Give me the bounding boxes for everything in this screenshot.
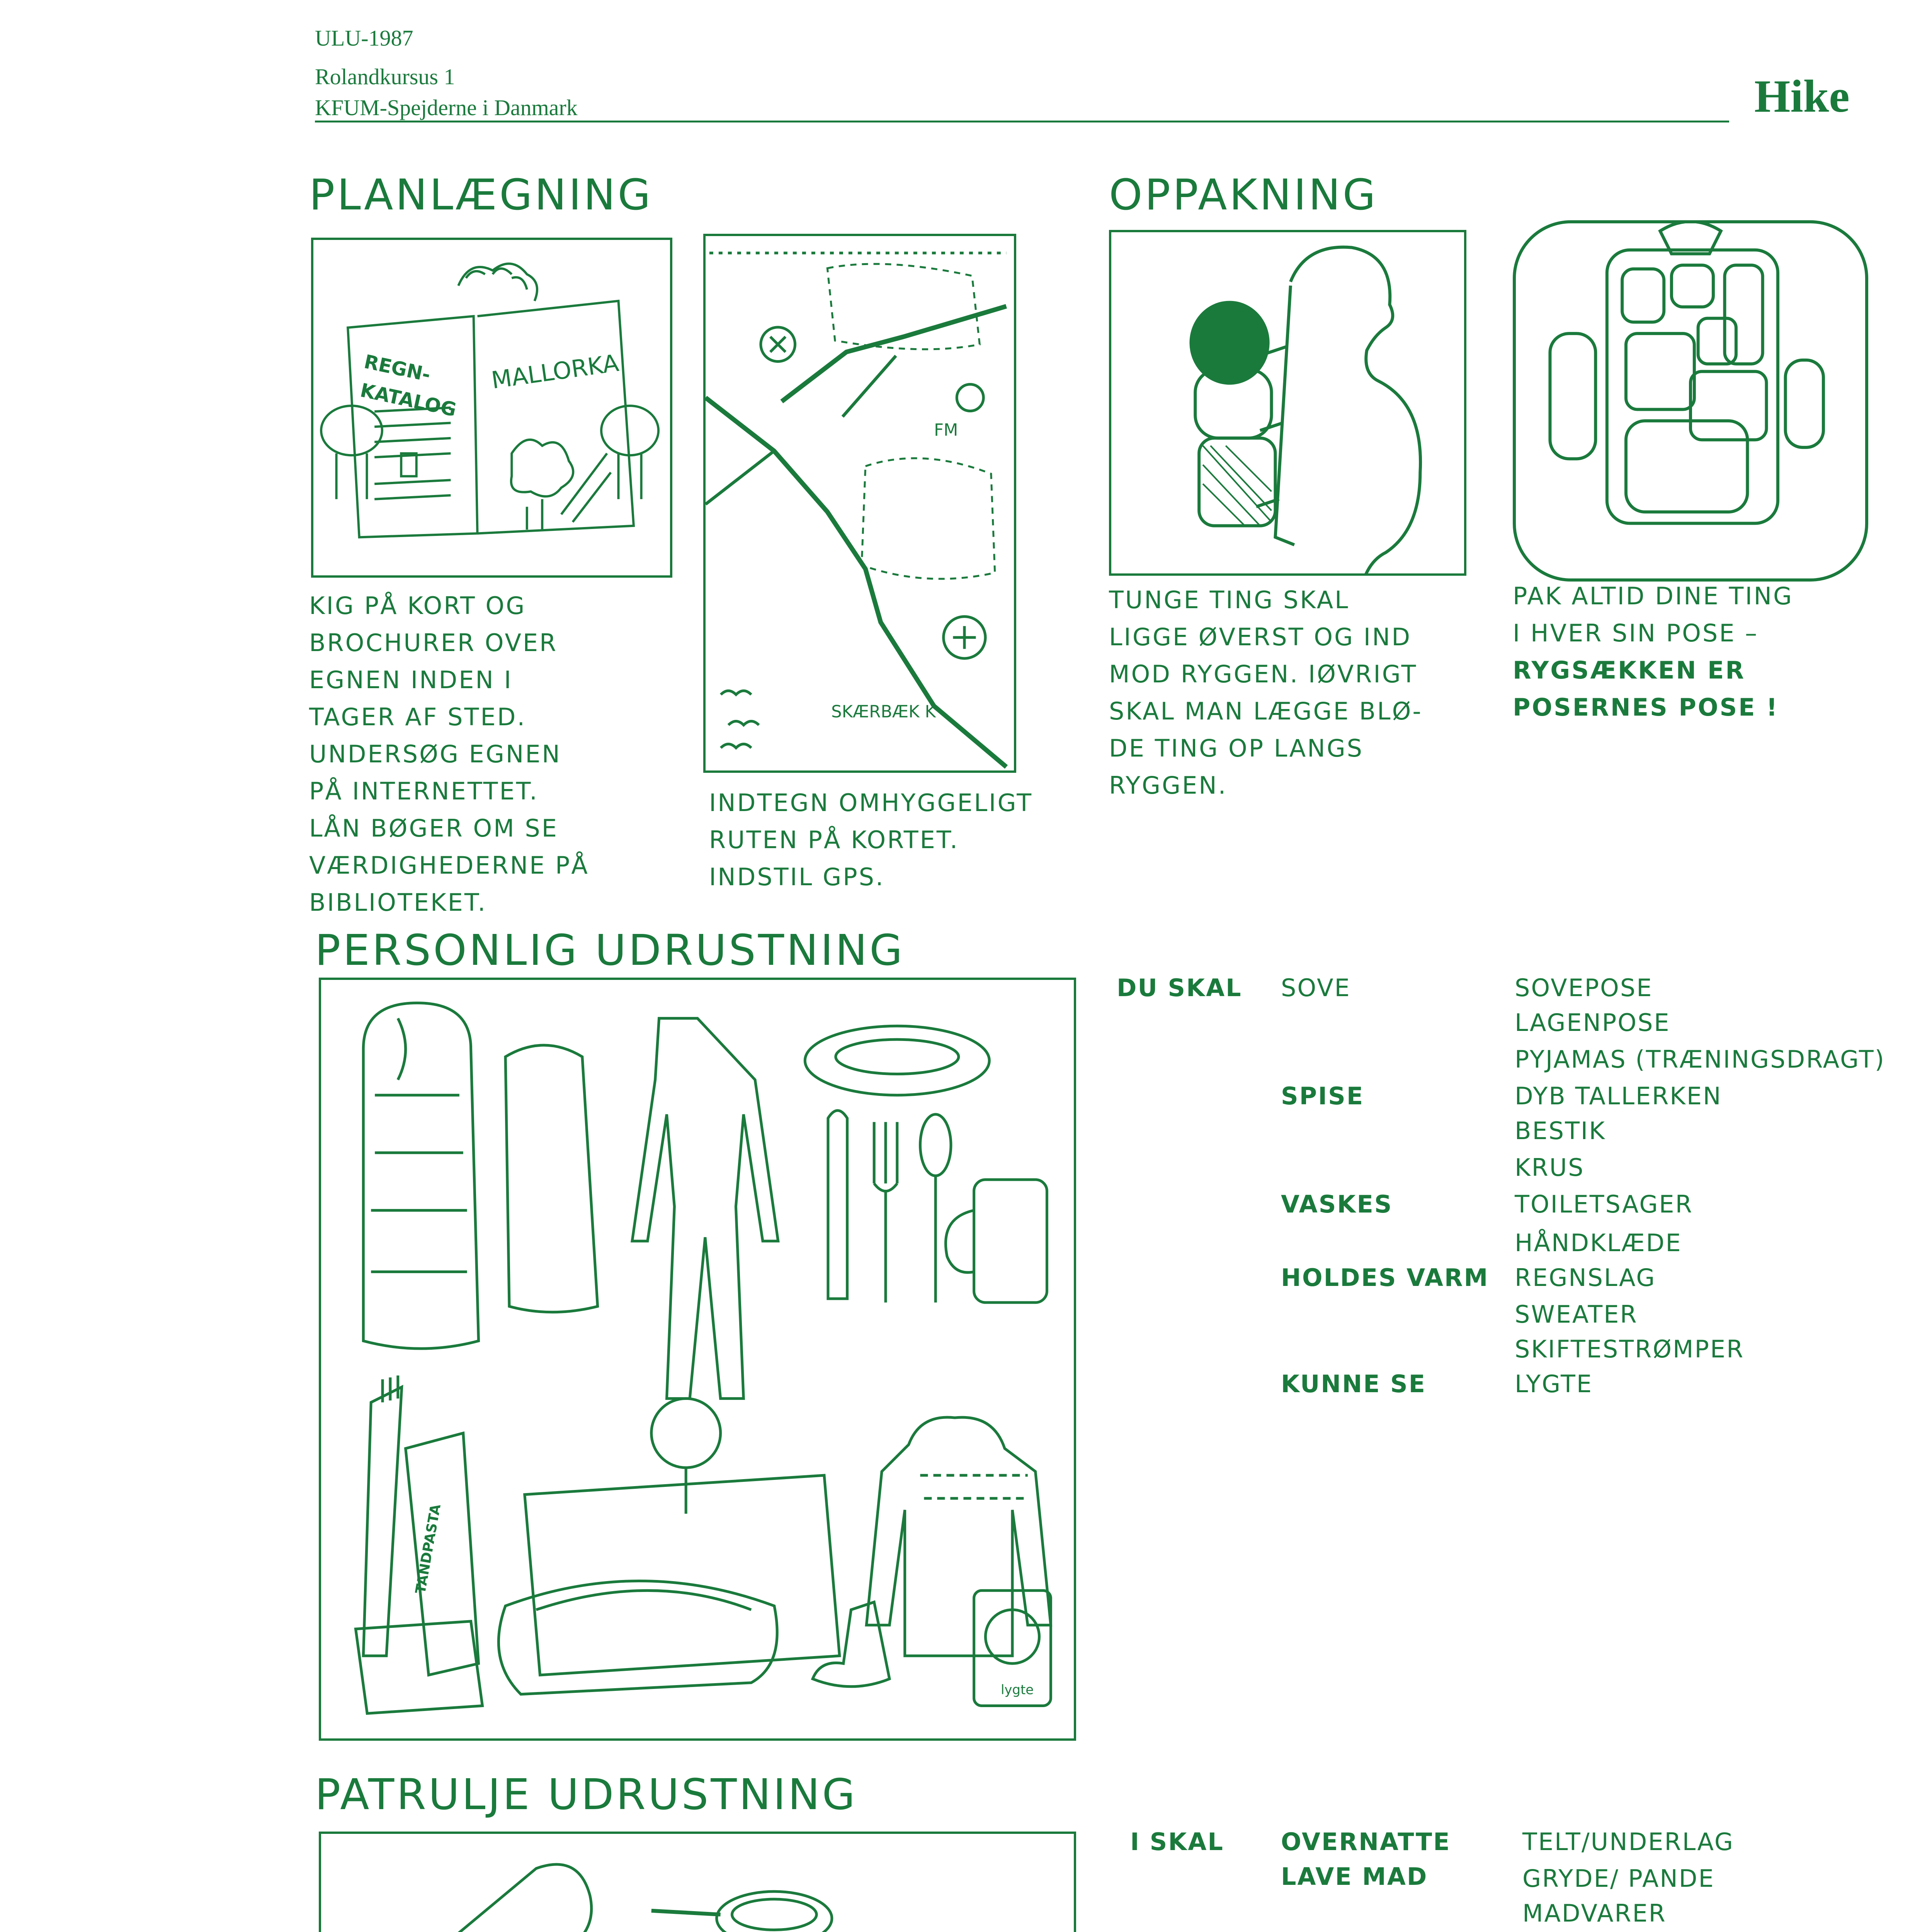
personlig-item: PYJAMAS (TRÆNINGSDRAGT): [1515, 1045, 1885, 1073]
personlig-equipment-drawing: [321, 980, 1074, 1738]
header-rule: [315, 121, 1729, 122]
caption-line: MOD RYGGEN. IØVRIGT: [1109, 660, 1418, 688]
personlig-item: KRUS: [1515, 1153, 1585, 1182]
patrulje-title: PATRULJE UDRUSTNING: [315, 1770, 857, 1819]
caption-line: INDTEGN OMHYGGELIGT: [709, 789, 1033, 817]
caption-line: LIGGE ØVERST OG IND: [1109, 623, 1412, 651]
personlig-equipment-panel: [319, 978, 1076, 1741]
caption-line: KIG PÅ KORT OG: [309, 592, 526, 620]
personlig-item: DYB TALLERKEN: [1515, 1082, 1722, 1110]
oppakning-title: OPPAKNING: [1109, 170, 1378, 219]
patrulje-verb-lave-mad: LAVE MAD: [1281, 1862, 1428, 1891]
caption-line: TUNGE TING SKAL: [1109, 586, 1350, 614]
personlig-item: LAGENPOSE: [1515, 1009, 1670, 1037]
backpack-profile-panel: [1109, 230, 1466, 576]
caption-line: VÆRDIGHEDERNE PÅ: [309, 851, 589, 879]
patrulje-equipment-panel: [319, 1832, 1076, 1932]
brochure-drawing: [313, 240, 670, 575]
caption-line-bold: RYGSÆKKEN ER: [1513, 656, 1746, 684]
brochure-panel: [311, 238, 672, 578]
planlaegning-caption-left: [309, 587, 589, 921]
brochure-mallorka-label: MALLORKA: [490, 349, 621, 395]
header-line-2: Rolandkursus 1: [315, 64, 455, 89]
planlaegning-caption-right: [709, 784, 1033, 896]
caption-line: EGNEN INDEN I: [309, 666, 513, 694]
personlig-verb-vaskes: VASKES: [1281, 1190, 1393, 1218]
personlig-item: HÅNDKLÆDE: [1515, 1229, 1682, 1257]
caption-line: BROCHURER OVER: [309, 629, 558, 657]
caption-line: DE TING OP LANGS: [1109, 734, 1364, 762]
personlig-verb-kunne-se: KUNNE SE: [1281, 1370, 1427, 1398]
caption-line: SKAL MAN LÆGGE BLØ-: [1109, 697, 1423, 725]
caption-line: RYGGEN.: [1109, 771, 1228, 799]
patrulje-verb-overnatte: OVERNATTE: [1281, 1828, 1451, 1856]
personlig-item: TOILETSAGER: [1515, 1190, 1693, 1218]
caption-line: INDSTIL GPS.: [709, 863, 885, 891]
heavy-item: [1189, 301, 1269, 385]
header-line-1: ULU-1987: [315, 26, 413, 51]
personlig-verb-sove: SOVE: [1281, 974, 1351, 1002]
caption-line: TAGER AF STED.: [309, 703, 527, 731]
caption-line: I HVER SIN POSE –: [1513, 619, 1759, 647]
backpack-interior-panel: [1513, 220, 1868, 582]
personlig-item: LYGTE: [1515, 1370, 1593, 1398]
map-fm-label: FM: [934, 420, 958, 440]
page-title: Hike: [1754, 70, 1850, 122]
caption-line: UNDERSØG EGNEN: [309, 740, 561, 768]
personlig-verb-spise: SPISE: [1281, 1082, 1364, 1110]
patrulje-equipment-drawing: [321, 1834, 1074, 1932]
personlig-lead: DU SKAL: [1117, 974, 1242, 1002]
map-panel: [703, 234, 1016, 773]
caption-line: LÅN BØGER OM SE: [309, 814, 558, 842]
caption-line: PÅ INTERNETTET.: [309, 777, 539, 805]
map-skaerbaek-label: SKÆRBÆK K: [831, 702, 936, 722]
personlig-item: SWEATER: [1515, 1300, 1638, 1328]
personlig-item: SKIFTESTRØMPER: [1515, 1335, 1745, 1363]
caption-line: PAK ALTID DINE TING: [1513, 582, 1794, 610]
oppakning-caption-right: [1513, 578, 1793, 726]
personlig-verb-holdes-varm: HOLDES VARM: [1281, 1264, 1489, 1292]
lamp-label: lygte: [1001, 1682, 1034, 1697]
caption-line-bold: POSERNES POSE !: [1513, 693, 1779, 721]
patrulje-item: MADVARER: [1522, 1899, 1667, 1927]
planlaegning-title: PLANLÆGNING: [309, 170, 653, 219]
personlig-title: PERSONLIG UDRUSTNING: [315, 925, 905, 975]
toothpaste-label: TANDPASTA: [412, 1503, 444, 1595]
backpack-profile-drawing: [1111, 232, 1464, 573]
patrulje-item: TELT/UNDERLAG: [1522, 1828, 1734, 1856]
personlig-item: BESTIK: [1515, 1117, 1606, 1145]
caption-line: BIBLIOTEKET.: [309, 888, 487, 917]
brochure-regn-label: REGN-: [362, 350, 433, 386]
patrulje-lead: I SKAL: [1130, 1828, 1224, 1856]
personlig-item: REGNSLAG: [1515, 1264, 1656, 1292]
brochure-katalog-label: KATALOG: [358, 379, 459, 421]
personlig-item: SOVEPOSE: [1515, 974, 1653, 1002]
header-line-3: KFUM-Spejderne i Danmark: [315, 95, 578, 120]
map-drawing: [706, 236, 1014, 770]
oppakning-caption-left: [1109, 582, 1423, 804]
patrulje-item: GRYDE/ PANDE: [1522, 1864, 1715, 1893]
caption-line: RUTEN PÅ KORTET.: [709, 826, 959, 854]
backpack-interior-drawing: [1516, 223, 1865, 578]
